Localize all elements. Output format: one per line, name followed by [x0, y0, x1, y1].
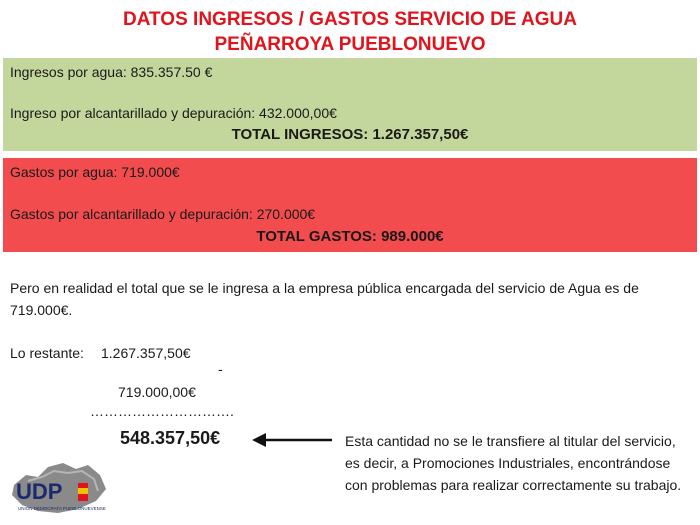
ingresos-agua: Ingresos por agua: 835.357.50 € [10, 64, 213, 80]
total-ingresos: TOTAL INGRESOS: 1.267.357,50€ [231, 126, 469, 143]
calc-value2: 719.000,00€ [118, 384, 196, 400]
ingresos-panel [3, 58, 697, 151]
ingresos-alcantarillado: Ingreso por alcantarillado y depuración: 432.000,00€ [10, 105, 337, 121]
calc-minus: - [218, 361, 223, 377]
gastos-alcantarillado: Gastos por alcantarillado y depuración: 270.000€ [10, 206, 316, 222]
explanation-paragraph: Pero en realidad el total que se le ingresa a la empresa pública encargada del servicio de Agua es de 719.000€. [10, 280, 639, 318]
calc-result: 548.357,50€ [120, 428, 221, 448]
calc-separator: …………………………. [90, 403, 234, 419]
arrow-left-icon [252, 430, 334, 450]
page-title-line2: PEÑARROYA PUEBLONUEVO [214, 34, 486, 55]
gastos-agua: Gastos por agua: 719.000€ [10, 164, 180, 180]
svg-text:UNION DEMOCRATA PUEBLONUEVENSE: UNION DEMOCRATA PUEBLONUEVENSE [18, 506, 106, 511]
gastos-panel [3, 158, 697, 252]
page-title-line1: DATOS INGRESOS / GASTOS SERVICIO DE AGUA [123, 9, 577, 30]
calc-label: Lo restante: [10, 345, 84, 361]
note-text: Esta cantidad no se le transfiere al titular del servicio, es decir, a Promociones Industriales, encontrándose con problemas para realizar correctamente su trabajo. [345, 433, 682, 493]
calc-value1: 1.267.357,50€ [101, 345, 191, 361]
svg-text:UDP: UDP [16, 479, 63, 504]
udp-logo [8, 455, 110, 519]
total-gastos: TOTAL GASTOS: 989.000€ [256, 228, 444, 245]
